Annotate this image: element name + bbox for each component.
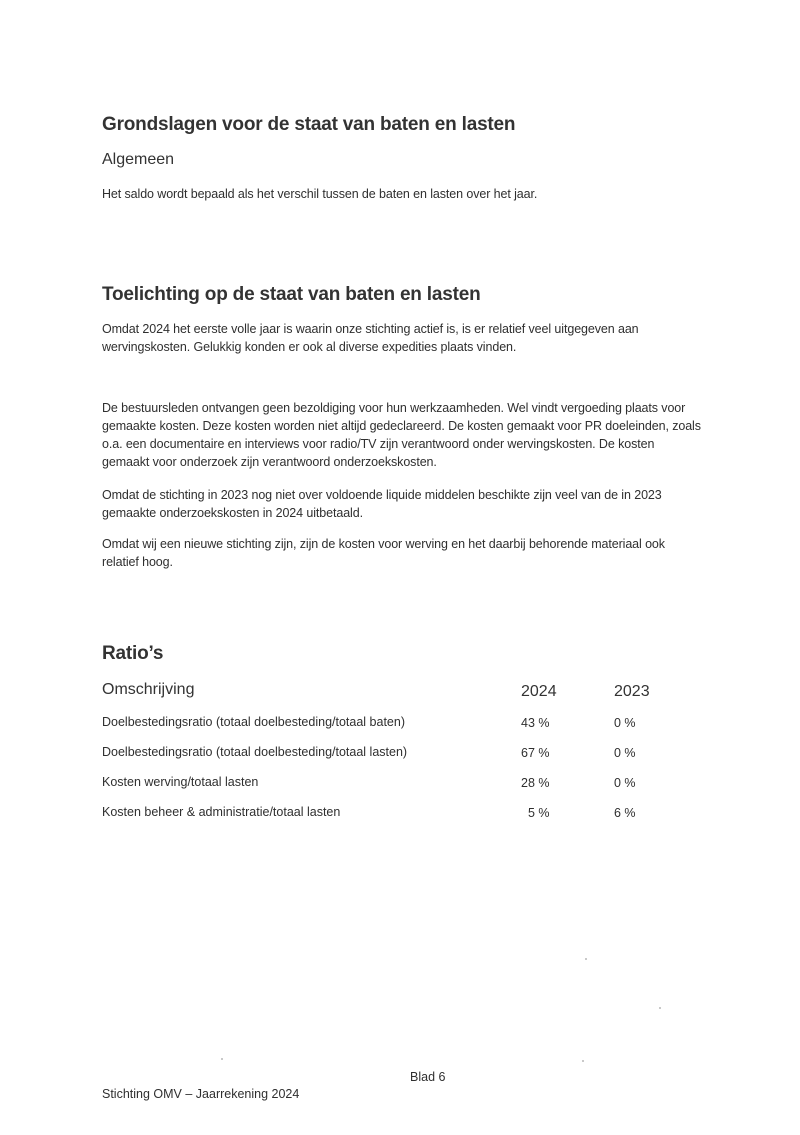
page-number: Blad 6	[410, 1070, 446, 1084]
table-header-2024: 2024	[521, 683, 557, 700]
section-subtitle-algemeen: Algemeen	[102, 151, 175, 168]
paragraph-line: gemaakt voor onderzoek zijn verantwoord onderzoekskosten.	[102, 455, 437, 469]
paragraph-line: Omdat wij een nieuwe stichting zijn, zijn de kosten voor werving en het daarbij behorende materiaal ook	[102, 537, 665, 551]
scan-speck	[659, 1007, 661, 1009]
table-cell-2023: 0 %	[614, 716, 636, 730]
scan-speck	[582, 1060, 584, 1062]
footer-organization: Stichting OMV – Jaarrekening 2024	[102, 1087, 300, 1101]
table-cell-2023: 0 %	[614, 776, 636, 790]
paragraph-saldo: Het saldo wordt bepaald als het verschil tussen de baten en lasten over het jaar.	[102, 187, 538, 201]
paragraph-line: De bestuursleden ontvangen geen bezoldiging voor hun werkzaamheden. Wel vindt vergoeding plaats voor	[102, 401, 686, 415]
paragraph-liquide-middelen	[102, 486, 662, 522]
paragraph-line: relatief hoog.	[102, 555, 173, 569]
paragraph-line: gemaakte onderzoekskosten in 2024 uitbetaald.	[102, 506, 363, 520]
paragraph-line: Omdat de stichting in 2023 nog niet over voldoende liquide middelen beschikte zijn veel van de in 2023	[102, 488, 662, 502]
table-cell-description: Doelbestedingsratio (totaal doelbesteding/totaal lasten)	[102, 745, 408, 759]
paragraph-line: gemaakte kosten. Deze kosten worden niet altijd gedeclareerd. De kosten gemaakt voor PR doeleinden, zoals	[102, 419, 701, 433]
table-cell-2024: 28 %	[521, 776, 550, 790]
paragraph-line: wervingskosten. Gelukkig konden er ook al diverse expedities plaats vinden.	[102, 340, 517, 354]
scan-speck	[221, 1058, 223, 1060]
paragraph-bestuursleden	[102, 399, 701, 471]
table-header-omschrijving: Omschrijving	[102, 681, 195, 698]
table-cell-description: Kosten werving/totaal lasten	[102, 775, 259, 789]
paragraph-intro	[102, 320, 639, 356]
section-title-ratios: Ratio’s	[102, 643, 164, 664]
paragraph-line: o.a. een documentaire en interviews voor radio/TV zijn verantwoord onder wervingskosten. De kosten	[102, 437, 655, 451]
table-cell-2024: 43 %	[521, 716, 550, 730]
table-cell-2024: 67 %	[521, 746, 550, 760]
section-title-grondslagen: Grondslagen voor de staat van baten en lasten	[102, 114, 516, 135]
table-cell-description: Doelbestedingsratio (totaal doelbesteding/totaal baten)	[102, 715, 405, 729]
table-cell-2023: 6 %	[614, 806, 636, 820]
table-cell-description: Kosten beheer & administratie/totaal lasten	[102, 805, 341, 819]
section-title-toelichting: Toelichting op de staat van baten en lasten	[102, 284, 481, 305]
paragraph-line: Omdat 2024 het eerste volle jaar is waarin onze stichting actief is, is er relatief veel uitgegeven aan	[102, 322, 639, 336]
table-cell-2024: 5 %	[528, 806, 550, 820]
table-header-2023: 2023	[614, 683, 650, 700]
table-cell-2023: 0 %	[614, 746, 636, 760]
scan-speck	[585, 958, 587, 960]
paragraph-nieuwe-stichting	[102, 535, 665, 571]
